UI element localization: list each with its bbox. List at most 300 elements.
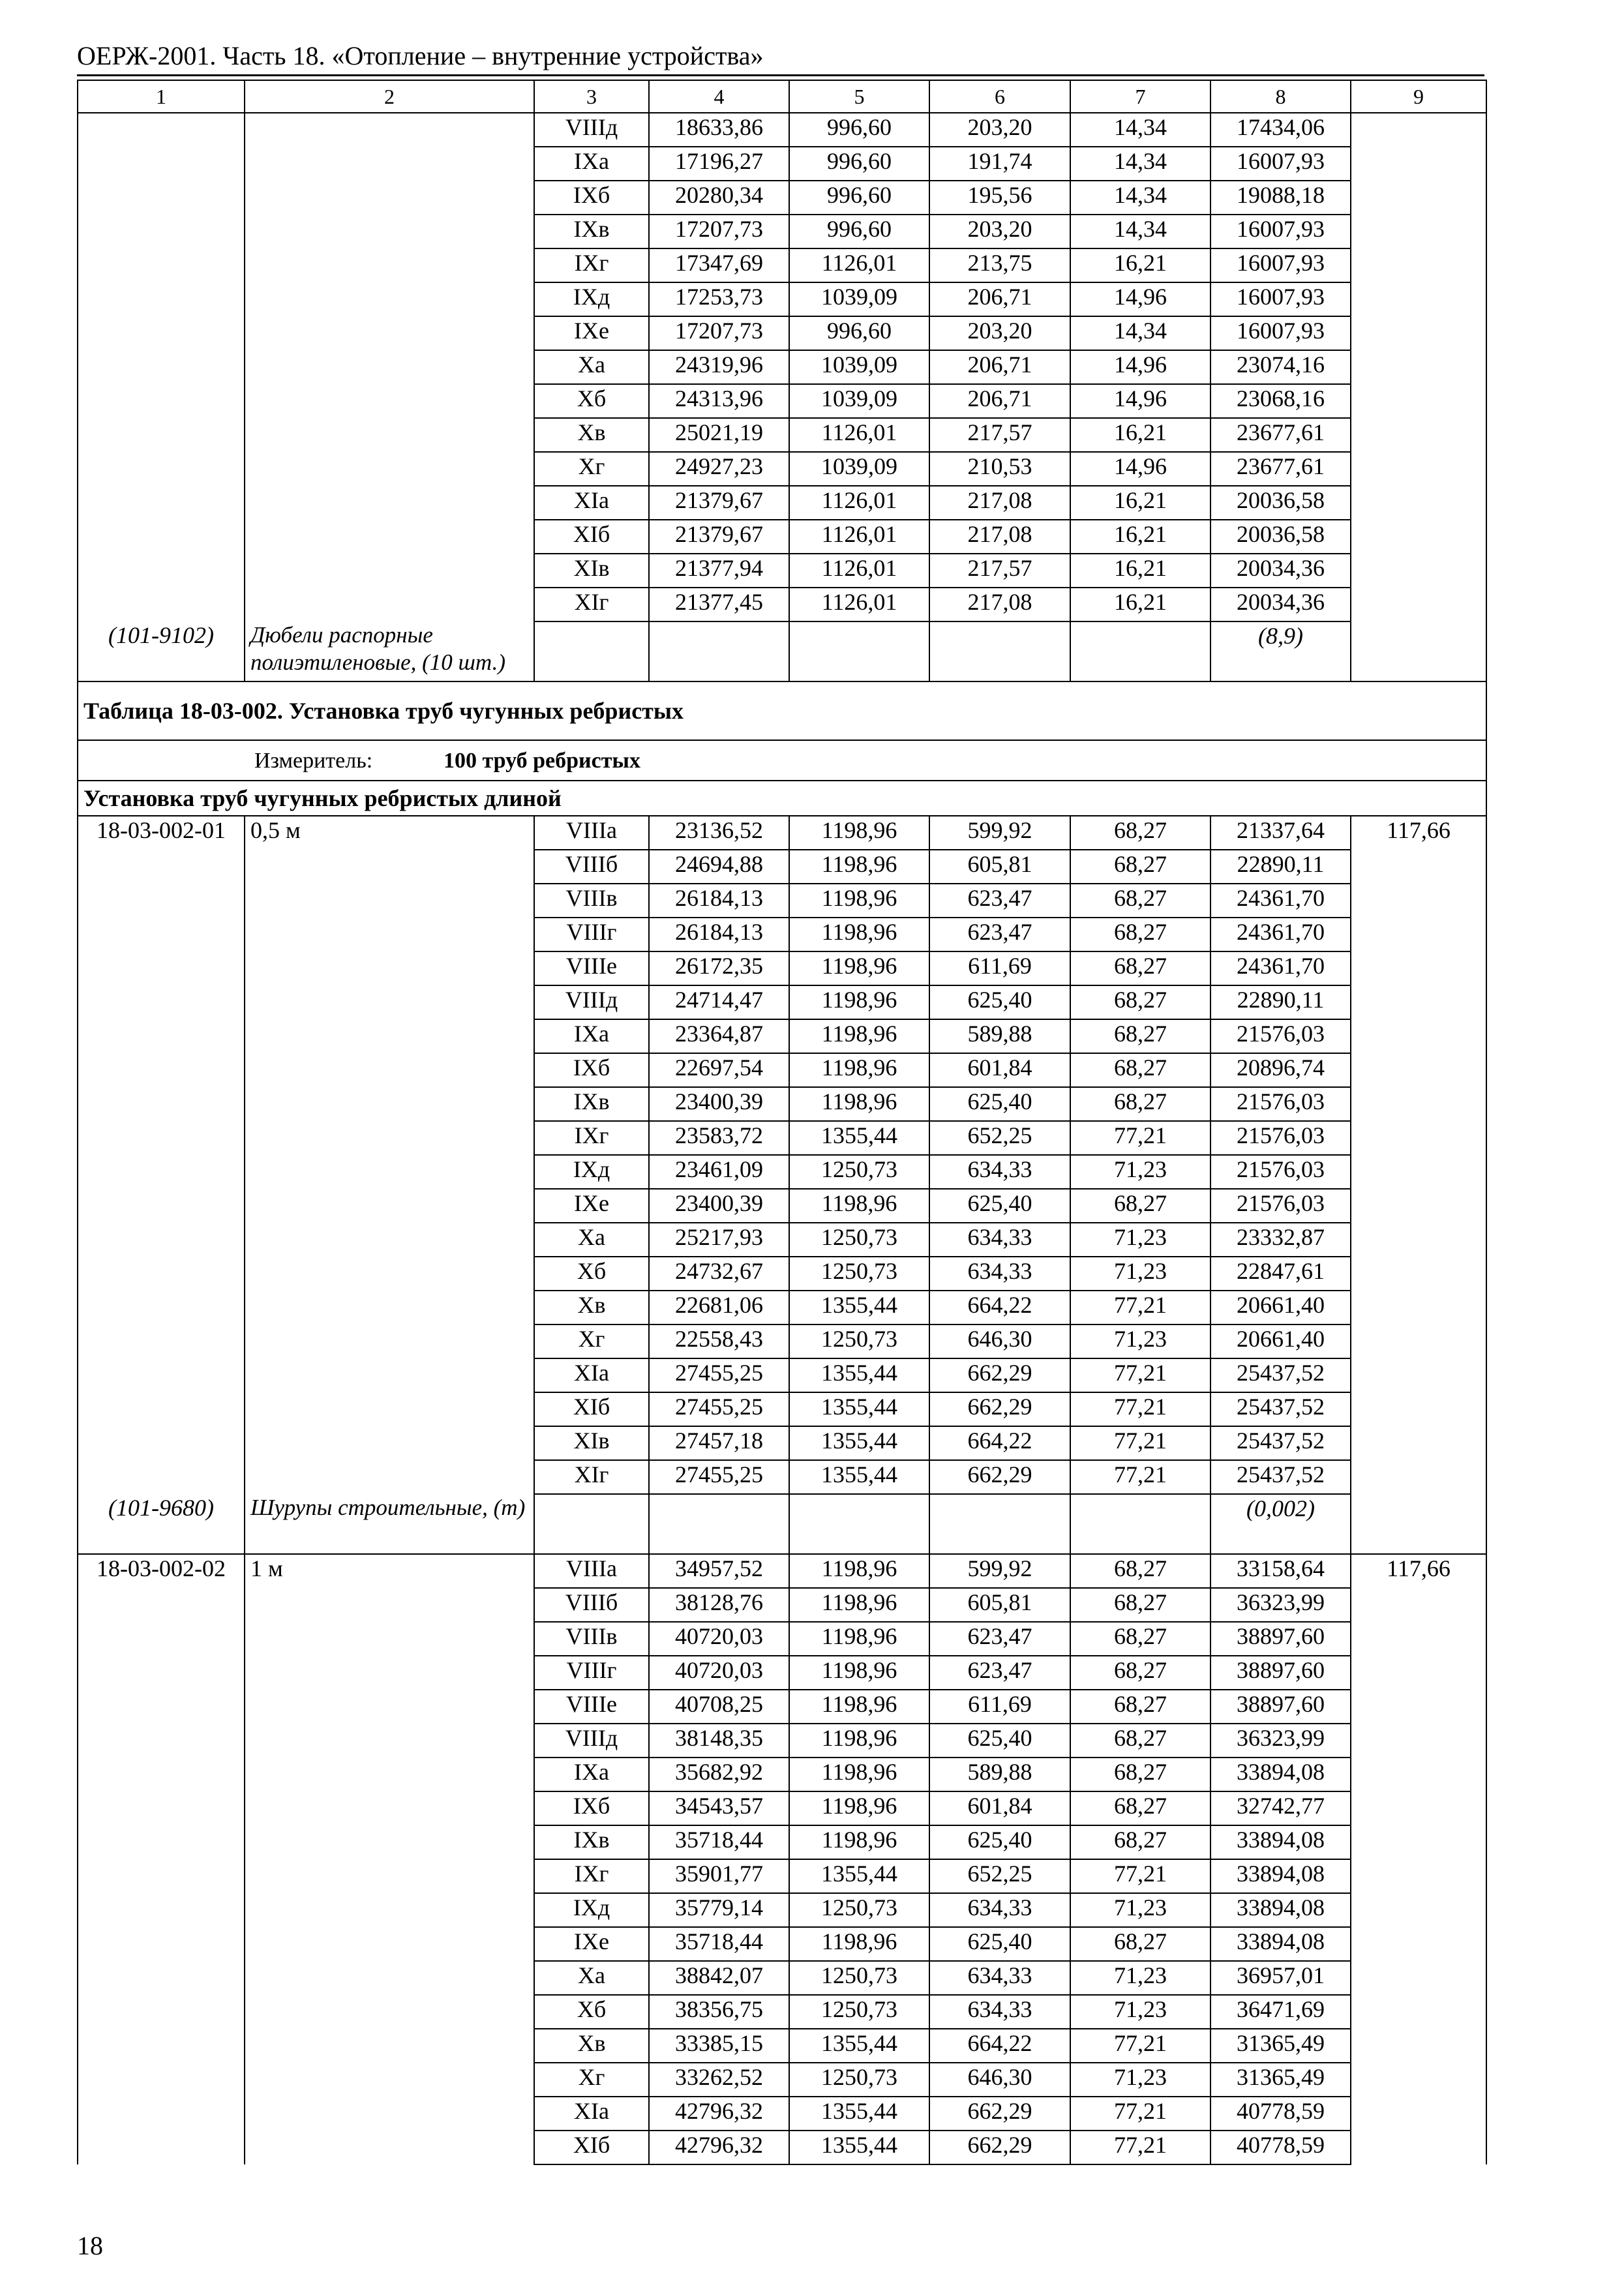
value-cell: 20036,58 xyxy=(1210,486,1351,520)
col9-cell xyxy=(1351,350,1486,384)
empty-cell xyxy=(1070,1494,1210,1554)
value-cell: 16007,93 xyxy=(1210,316,1351,350)
code-cell xyxy=(78,1622,245,1656)
value-cell: 25217,93 xyxy=(649,1223,789,1257)
value-cell: 1198,96 xyxy=(789,1690,929,1724)
value-cell: 625,40 xyxy=(929,1087,1070,1121)
material-name: Шурупы строительные, (т) xyxy=(245,1494,534,1554)
col9-cell xyxy=(1351,113,1486,147)
code-cell xyxy=(78,884,245,918)
name-cell xyxy=(245,884,534,918)
value-cell: 625,40 xyxy=(929,1825,1070,1859)
name-cell xyxy=(245,316,534,350)
col9-cell xyxy=(1351,1588,1486,1622)
value-cell: 652,25 xyxy=(929,1859,1070,1893)
table-row xyxy=(78,1291,1486,1324)
value-cell: 21377,45 xyxy=(649,588,789,621)
table-row xyxy=(78,1927,1486,1961)
col9-cell xyxy=(1351,1893,1486,1927)
value-cell: 1198,96 xyxy=(789,1656,929,1690)
code-cell xyxy=(78,1927,245,1961)
code-cell xyxy=(78,2029,245,2063)
value-cell: 20896,74 xyxy=(1210,1053,1351,1087)
col9-cell xyxy=(1351,1358,1486,1392)
value-cell: 1355,44 xyxy=(789,1291,929,1324)
code-cell xyxy=(78,350,245,384)
col9-cell xyxy=(1351,1825,1486,1859)
material-code: (101-9102) xyxy=(78,621,245,681)
value-cell: 1198,96 xyxy=(789,1189,929,1223)
value-cell: 71,23 xyxy=(1070,1995,1210,2029)
value-cell: 16007,93 xyxy=(1210,215,1351,248)
name-cell xyxy=(245,918,534,951)
value-cell: 1198,96 xyxy=(789,1825,929,1859)
value-cell: 16,21 xyxy=(1070,588,1210,621)
value-cell: 38842,07 xyxy=(649,1961,789,1995)
col9-cell xyxy=(1351,282,1486,316)
value-cell: 634,33 xyxy=(929,1223,1070,1257)
value-cell: 68,27 xyxy=(1070,1791,1210,1825)
value-cell: 77,21 xyxy=(1070,1121,1210,1155)
empty-cell xyxy=(789,621,929,681)
value-cell: 77,21 xyxy=(1070,1426,1210,1460)
code-cell xyxy=(78,215,245,248)
value-cell: 646,30 xyxy=(929,1324,1070,1358)
name-cell xyxy=(245,350,534,384)
zone-cell: VIIIв xyxy=(534,884,649,918)
col9-cell xyxy=(1351,2097,1486,2131)
value-cell: 40778,59 xyxy=(1210,2131,1351,2164)
code-cell xyxy=(78,2097,245,2131)
table-row xyxy=(78,1893,1486,1927)
value-cell: 996,60 xyxy=(789,316,929,350)
zone-cell: Xв xyxy=(534,418,649,452)
value-cell: 20034,36 xyxy=(1210,554,1351,588)
value-cell: 16,21 xyxy=(1070,520,1210,554)
name-cell xyxy=(245,181,534,215)
value-cell: 35682,92 xyxy=(649,1758,789,1791)
value-cell: 24361,70 xyxy=(1210,918,1351,951)
col9-cell xyxy=(1351,2131,1486,2164)
table-row xyxy=(78,554,1486,588)
value-cell: 71,23 xyxy=(1070,1155,1210,1189)
code-cell xyxy=(78,554,245,588)
code-cell xyxy=(78,520,245,554)
value-cell: 32742,77 xyxy=(1210,1791,1351,1825)
col9-cell xyxy=(1351,1690,1486,1724)
value-cell: 17207,73 xyxy=(649,215,789,248)
zone-cell: IXе xyxy=(534,1927,649,1961)
zone-cell: VIIIа xyxy=(534,1554,649,1588)
name-cell xyxy=(245,418,534,452)
value-cell: 17207,73 xyxy=(649,316,789,350)
value-cell: 16007,93 xyxy=(1210,282,1351,316)
value-cell: 1039,09 xyxy=(789,350,929,384)
value-cell: 1198,96 xyxy=(789,1087,929,1121)
zone-cell: VIIIг xyxy=(534,1656,649,1690)
value-cell: 33894,08 xyxy=(1210,1758,1351,1791)
value-cell: 1198,96 xyxy=(789,816,929,850)
value-cell: 996,60 xyxy=(789,113,929,147)
name-cell xyxy=(245,1358,534,1392)
value-cell: 77,21 xyxy=(1070,2097,1210,2131)
value-cell: 68,27 xyxy=(1070,1724,1210,1758)
value-cell: 68,27 xyxy=(1070,1554,1210,1588)
value-cell: 38897,60 xyxy=(1210,1656,1351,1690)
zone-cell: IXа xyxy=(534,147,649,181)
zone-cell: VIIIд xyxy=(534,113,649,147)
table-row xyxy=(78,1724,1486,1758)
material-qty: (0,002) xyxy=(1210,1494,1351,1554)
value-cell: 27455,25 xyxy=(649,1460,789,1494)
value-cell: 26172,35 xyxy=(649,951,789,985)
col9-cell xyxy=(1351,1724,1486,1758)
value-cell: 17434,06 xyxy=(1210,113,1351,147)
name-cell xyxy=(245,985,534,1019)
zone-cell: XIв xyxy=(534,554,649,588)
code-cell xyxy=(78,918,245,951)
zone-cell: VIIIб xyxy=(534,1588,649,1622)
value-cell: 1198,96 xyxy=(789,1019,929,1053)
value-cell: 22890,11 xyxy=(1210,850,1351,884)
value-cell: 1355,44 xyxy=(789,2097,929,2131)
value-cell: 14,34 xyxy=(1070,215,1210,248)
col9-cell xyxy=(1351,418,1486,452)
col9-cell xyxy=(1351,316,1486,350)
name-cell xyxy=(245,2097,534,2131)
value-cell: 1126,01 xyxy=(789,418,929,452)
column-number: 3 xyxy=(534,80,649,113)
col9-cell xyxy=(1351,2063,1486,2097)
name-cell xyxy=(245,215,534,248)
value-cell: 634,33 xyxy=(929,1893,1070,1927)
col9-cell xyxy=(1351,1758,1486,1791)
value-cell: 40778,59 xyxy=(1210,2097,1351,2131)
value-cell: 605,81 xyxy=(929,850,1070,884)
table-row xyxy=(78,215,1486,248)
value-cell: 599,92 xyxy=(929,816,1070,850)
value-cell: 1355,44 xyxy=(789,1358,929,1392)
value-cell: 203,20 xyxy=(929,316,1070,350)
value-cell: 31365,49 xyxy=(1210,2029,1351,2063)
value-cell: 25437,52 xyxy=(1210,1392,1351,1426)
table-row xyxy=(78,248,1486,282)
value-cell: 20661,40 xyxy=(1210,1324,1351,1358)
value-cell: 23461,09 xyxy=(649,1155,789,1189)
col9-cell xyxy=(1351,1791,1486,1825)
name-cell xyxy=(245,1426,534,1460)
col9-cell xyxy=(1351,1053,1486,1087)
value-cell: 40720,03 xyxy=(649,1622,789,1656)
zone-cell: Xв xyxy=(534,2029,649,2063)
value-cell: 68,27 xyxy=(1070,816,1210,850)
table-row xyxy=(78,884,1486,918)
table-row xyxy=(78,1825,1486,1859)
column-number: 2 xyxy=(245,80,534,113)
page-number: 18 xyxy=(77,2231,103,2260)
value-cell: 1250,73 xyxy=(789,1155,929,1189)
table-row xyxy=(78,1460,1486,1494)
material-row xyxy=(78,1494,1486,1554)
zone-cell: Xа xyxy=(534,350,649,384)
value-cell: 23068,16 xyxy=(1210,384,1351,418)
col9-cell xyxy=(1351,181,1486,215)
value-cell: 77,21 xyxy=(1070,1859,1210,1893)
zone-cell: IXд xyxy=(534,282,649,316)
value-cell: 1198,96 xyxy=(789,918,929,951)
value-cell: 16007,93 xyxy=(1210,147,1351,181)
col9-cell xyxy=(1351,486,1486,520)
name-cell xyxy=(245,1155,534,1189)
table-row xyxy=(78,1426,1486,1460)
value-cell: 652,25 xyxy=(929,1121,1070,1155)
value-cell: 634,33 xyxy=(929,1257,1070,1291)
table-row xyxy=(78,2097,1486,2131)
empty-cell xyxy=(789,1494,929,1554)
code-cell xyxy=(78,452,245,486)
value-cell: 71,23 xyxy=(1070,2063,1210,2097)
value-cell: 33894,08 xyxy=(1210,1859,1351,1893)
col9-cell xyxy=(1351,384,1486,418)
value-cell: 206,71 xyxy=(929,350,1070,384)
code-cell xyxy=(78,1257,245,1291)
value-cell: 1355,44 xyxy=(789,1460,929,1494)
zone-cell: IXд xyxy=(534,1155,649,1189)
table-row xyxy=(78,985,1486,1019)
code-cell xyxy=(78,1893,245,1927)
table-row xyxy=(78,951,1486,985)
value-cell: 195,56 xyxy=(929,181,1070,215)
col9-cell xyxy=(1351,2029,1486,2063)
table-row xyxy=(78,452,1486,486)
value-cell: 217,08 xyxy=(929,588,1070,621)
name-cell xyxy=(245,1927,534,1961)
column-number: 6 xyxy=(929,80,1070,113)
value-cell: 68,27 xyxy=(1070,1588,1210,1622)
value-cell: 33894,08 xyxy=(1210,1825,1351,1859)
value-cell: 71,23 xyxy=(1070,1893,1210,1927)
value-cell: 68,27 xyxy=(1070,1622,1210,1656)
value-cell: 16,21 xyxy=(1070,486,1210,520)
value-cell: 1198,96 xyxy=(789,1053,929,1087)
value-cell: 23364,87 xyxy=(649,1019,789,1053)
value-cell: 1198,96 xyxy=(789,1588,929,1622)
value-cell: 31365,49 xyxy=(1210,2063,1351,2097)
value-cell: 17347,69 xyxy=(649,248,789,282)
value-cell: 14,34 xyxy=(1070,316,1210,350)
value-cell: 36323,99 xyxy=(1210,1588,1351,1622)
col9-cell: 117,66 xyxy=(1351,816,1486,850)
value-cell: 1355,44 xyxy=(789,2131,929,2164)
column-number: 1 xyxy=(78,80,245,113)
code-cell xyxy=(78,1859,245,1893)
value-cell: 634,33 xyxy=(929,1155,1070,1189)
value-cell: 1355,44 xyxy=(789,1859,929,1893)
zone-cell: Xв xyxy=(534,1291,649,1324)
zone-cell: XIв xyxy=(534,1426,649,1460)
table-row xyxy=(78,588,1486,621)
zone-cell: IXв xyxy=(534,215,649,248)
value-cell: 33385,15 xyxy=(649,2029,789,2063)
zone-cell: IXб xyxy=(534,1791,649,1825)
material-name: Дюбели распорные полиэтиленовые, (10 шт.) xyxy=(245,621,534,681)
value-cell: 25437,52 xyxy=(1210,1460,1351,1494)
value-cell: 23583,72 xyxy=(649,1121,789,1155)
name-cell xyxy=(245,1825,534,1859)
column-number: 8 xyxy=(1210,80,1351,113)
value-cell: 71,23 xyxy=(1070,1324,1210,1358)
table-row xyxy=(78,316,1486,350)
value-cell: 14,96 xyxy=(1070,350,1210,384)
table-row xyxy=(78,1791,1486,1825)
col9-cell xyxy=(1351,1087,1486,1121)
value-cell: 1250,73 xyxy=(789,1961,929,1995)
zone-cell: Xб xyxy=(534,1995,649,2029)
name-cell xyxy=(245,1189,534,1223)
value-cell: 191,74 xyxy=(929,147,1070,181)
zone-cell: VIIIв xyxy=(534,1622,649,1656)
value-cell: 23400,39 xyxy=(649,1087,789,1121)
measure-row xyxy=(78,740,1486,781)
col9-cell xyxy=(1351,248,1486,282)
col9-cell xyxy=(1351,1494,1486,1554)
zone-cell: XIг xyxy=(534,588,649,621)
empty-cell xyxy=(534,621,649,681)
zone-cell: Xг xyxy=(534,452,649,486)
col9-cell xyxy=(1351,1121,1486,1155)
table-row xyxy=(78,147,1486,181)
col9-cell xyxy=(1351,1223,1486,1257)
zone-cell: XIа xyxy=(534,2097,649,2131)
name-cell xyxy=(245,1223,534,1257)
value-cell: 24732,67 xyxy=(649,1257,789,1291)
code-cell xyxy=(78,282,245,316)
value-cell: 33894,08 xyxy=(1210,1927,1351,1961)
value-cell: 203,20 xyxy=(929,215,1070,248)
code-cell xyxy=(78,418,245,452)
col9-cell xyxy=(1351,1859,1486,1893)
table-row xyxy=(78,1961,1486,1995)
value-cell: 77,21 xyxy=(1070,2131,1210,2164)
table-row xyxy=(78,1019,1486,1053)
value-cell: 23074,16 xyxy=(1210,350,1351,384)
running-header: ОЕРЖ-2001. Часть 18. «Отопление – внутренние устройства» xyxy=(77,41,764,70)
value-cell: 24694,88 xyxy=(649,850,789,884)
value-cell: 20661,40 xyxy=(1210,1291,1351,1324)
code-cell xyxy=(78,316,245,350)
value-cell: 77,21 xyxy=(1070,1392,1210,1426)
value-cell: 35718,44 xyxy=(649,1825,789,1859)
value-cell: 1198,96 xyxy=(789,951,929,985)
price-table xyxy=(77,80,1487,2165)
zone-cell: IXе xyxy=(534,316,649,350)
name-cell xyxy=(245,248,534,282)
empty-cell xyxy=(1070,621,1210,681)
value-cell: 17253,73 xyxy=(649,282,789,316)
code-cell xyxy=(78,1791,245,1825)
table-row xyxy=(78,520,1486,554)
table-row xyxy=(78,418,1486,452)
value-cell: 662,29 xyxy=(929,1392,1070,1426)
name-cell xyxy=(245,1460,534,1494)
value-cell: 1198,96 xyxy=(789,1554,929,1588)
value-cell: 33262,52 xyxy=(649,2063,789,2097)
code-cell xyxy=(78,1961,245,1995)
value-cell: 77,21 xyxy=(1070,1291,1210,1324)
value-cell: 21576,03 xyxy=(1210,1189,1351,1223)
value-cell: 599,92 xyxy=(929,1554,1070,1588)
value-cell: 217,57 xyxy=(929,554,1070,588)
value-cell: 1198,96 xyxy=(789,985,929,1019)
code-cell xyxy=(78,1995,245,2029)
value-cell: 1126,01 xyxy=(789,520,929,554)
value-cell: 1250,73 xyxy=(789,1257,929,1291)
value-cell: 1126,01 xyxy=(789,588,929,621)
value-cell: 996,60 xyxy=(789,181,929,215)
value-cell: 1039,09 xyxy=(789,384,929,418)
code-cell xyxy=(78,1588,245,1622)
material-code: (101-9680) xyxy=(78,1494,245,1554)
name-cell xyxy=(245,1087,534,1121)
col9-cell xyxy=(1351,1927,1486,1961)
table-row xyxy=(78,1758,1486,1791)
value-cell: 605,81 xyxy=(929,1588,1070,1622)
zone-cell: Xа xyxy=(534,1961,649,1995)
value-cell: 14,96 xyxy=(1070,452,1210,486)
value-cell: 68,27 xyxy=(1070,1087,1210,1121)
value-cell: 1250,73 xyxy=(789,1324,929,1358)
code-cell xyxy=(78,1358,245,1392)
value-cell: 25021,19 xyxy=(649,418,789,452)
value-cell: 26184,13 xyxy=(649,918,789,951)
value-cell: 601,84 xyxy=(929,1791,1070,1825)
code-cell xyxy=(78,113,245,147)
name-cell xyxy=(245,147,534,181)
name-cell xyxy=(245,1859,534,1893)
value-cell: 22681,06 xyxy=(649,1291,789,1324)
value-cell: 24714,47 xyxy=(649,985,789,1019)
value-cell: 38897,60 xyxy=(1210,1622,1351,1656)
col9-cell xyxy=(1351,1961,1486,1995)
value-cell: 36471,69 xyxy=(1210,1995,1351,2029)
col9-cell xyxy=(1351,452,1486,486)
col9-cell xyxy=(1351,621,1486,681)
value-cell: 35779,14 xyxy=(649,1893,789,1927)
value-cell: 623,47 xyxy=(929,1656,1070,1690)
code-cell xyxy=(78,1426,245,1460)
name-cell xyxy=(245,486,534,520)
value-cell: 21379,67 xyxy=(649,520,789,554)
code-cell xyxy=(78,588,245,621)
code-cell xyxy=(78,951,245,985)
zone-cell: Xб xyxy=(534,384,649,418)
value-cell: 68,27 xyxy=(1070,1019,1210,1053)
code-cell xyxy=(78,1189,245,1223)
value-cell: 68,27 xyxy=(1070,985,1210,1019)
value-cell: 625,40 xyxy=(929,1189,1070,1223)
value-cell: 623,47 xyxy=(929,918,1070,951)
value-cell: 18633,86 xyxy=(649,113,789,147)
value-cell: 634,33 xyxy=(929,1961,1070,1995)
value-cell: 21576,03 xyxy=(1210,1087,1351,1121)
value-cell: 77,21 xyxy=(1070,1460,1210,1494)
subtitle: Установка труб чугунных ребристых длиной xyxy=(78,781,1486,816)
code-cell xyxy=(78,1690,245,1724)
value-cell: 634,33 xyxy=(929,1995,1070,2029)
code-cell xyxy=(78,147,245,181)
name-cell xyxy=(245,2131,534,2164)
value-cell: 20034,36 xyxy=(1210,588,1351,621)
